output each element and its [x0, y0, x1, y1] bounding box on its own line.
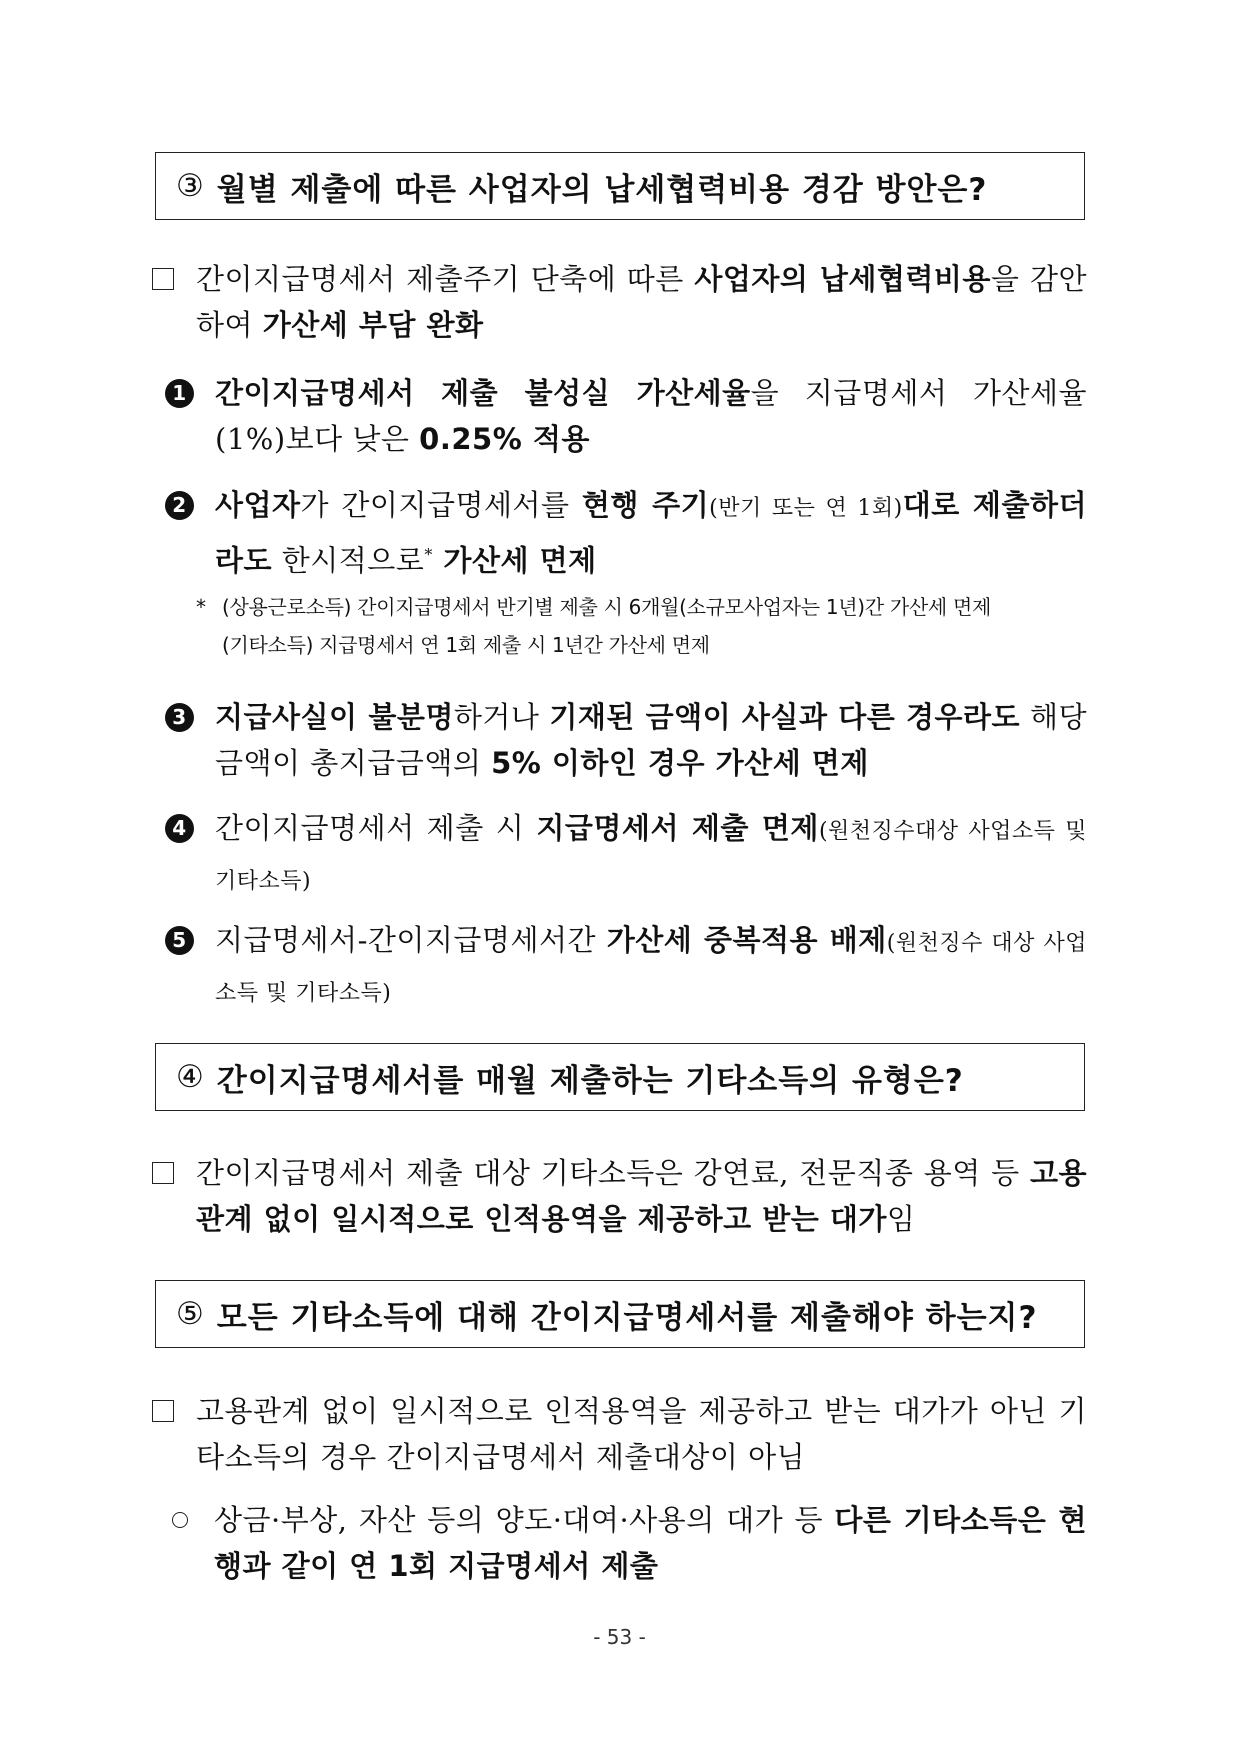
- number-3-icon: 3: [165, 703, 194, 732]
- q5-sub-paragraph: 상금·부상, 자산 등의 양도·대여·사용의 대가 등 다른 기타소득은 현행과 같이 연 1회 지급명세서 제출: [172, 1497, 1087, 1589]
- question-4-mark: ④: [176, 1059, 205, 1095]
- number-2-icon: 2: [165, 491, 194, 520]
- list-item-5: 5 지급명세서-간이지급명세서간 가산세 중복적용 배제(원천징수 대상 사업소득 및 기타소득): [165, 917, 1087, 1017]
- footnote-star: *: [196, 595, 206, 619]
- question-5-box: [155, 1280, 1085, 1348]
- q5-body-paragraph: 고용관계 없이 일시적으로 인적용역을 제공하고 받는 대가가 아닌 기타소득의 경우 간이지급명세서 제출대상이 아님: [152, 1388, 1087, 1480]
- q3-intro-paragraph: 간이지급명세서 제출주기 단축에 따른 사업자의 납세협력비용을 감안하여 가산세 부담 완화: [152, 256, 1087, 348]
- list-item-3: 3 지급사실이 불분명하거나 기재된 금액이 사실과 다른 경우라도 해당 금액이 총지급금액의 5% 이하인 경우 가산세 면제: [165, 694, 1087, 786]
- question-5-mark: ⑤: [176, 1296, 205, 1332]
- number-1-icon: 1: [165, 379, 194, 408]
- question-4-title: 간이지급명세서를 매월 제출하는 기타소득의 유형은?: [216, 1062, 964, 1099]
- list-item-4: 4 간이지급명세서 제출 시 지급명세서 제출 면제(원천징수대상 사업소득 및 기타소득): [165, 805, 1087, 905]
- footnote: [196, 588, 1090, 664]
- q4-body-paragraph: 간이지급명세서 제출 대상 기타소득은 강연료, 전문직종 용역 등 고용관계 없이 일시적으로 인적용역을 제공하고 받는 대가임: [152, 1150, 1087, 1242]
- question-3-title: 월별 제출에 따른 사업자의 납세협력비용 경감 방안은?: [216, 171, 988, 208]
- list-item-1: 1 간이지급명세서 제출 불성실 가산세율을 지급명세서 가산세율 (1%)보다 낮은 0.25% 적용: [165, 370, 1087, 462]
- number-5-icon: 5: [165, 926, 194, 955]
- footnote-line-1: (상용근로소득) 간이지급명세서 반기별 제출 시 6개월(소규모사업자는 1년)간 가산세 면제: [222, 595, 992, 619]
- page-number: - 53 -: [593, 1625, 646, 1649]
- question-5-title: 모든 기타소득에 대해 간이지급명세서를 제출해야 하는지?: [216, 1299, 1038, 1336]
- circle-bullet-icon: [172, 1512, 188, 1528]
- square-bullet-icon: [152, 268, 174, 290]
- footnote-line-2: (기타소득) 지급명세서 연 1회 제출 시 1년간 가산세 면제: [222, 633, 710, 657]
- question-3-box: [155, 152, 1085, 220]
- list-item-2: 2 사업자가 간이지급명세서를 현행 주기(반기 또는 연 1회)대로 제출하더라도 한시적으로* 가산세 면제: [165, 482, 1087, 584]
- question-3-mark: ③: [176, 168, 205, 204]
- number-4-icon: 4: [165, 814, 194, 843]
- question-4-box: [155, 1043, 1085, 1111]
- square-bullet-icon: [152, 1400, 174, 1422]
- square-bullet-icon: [152, 1162, 174, 1184]
